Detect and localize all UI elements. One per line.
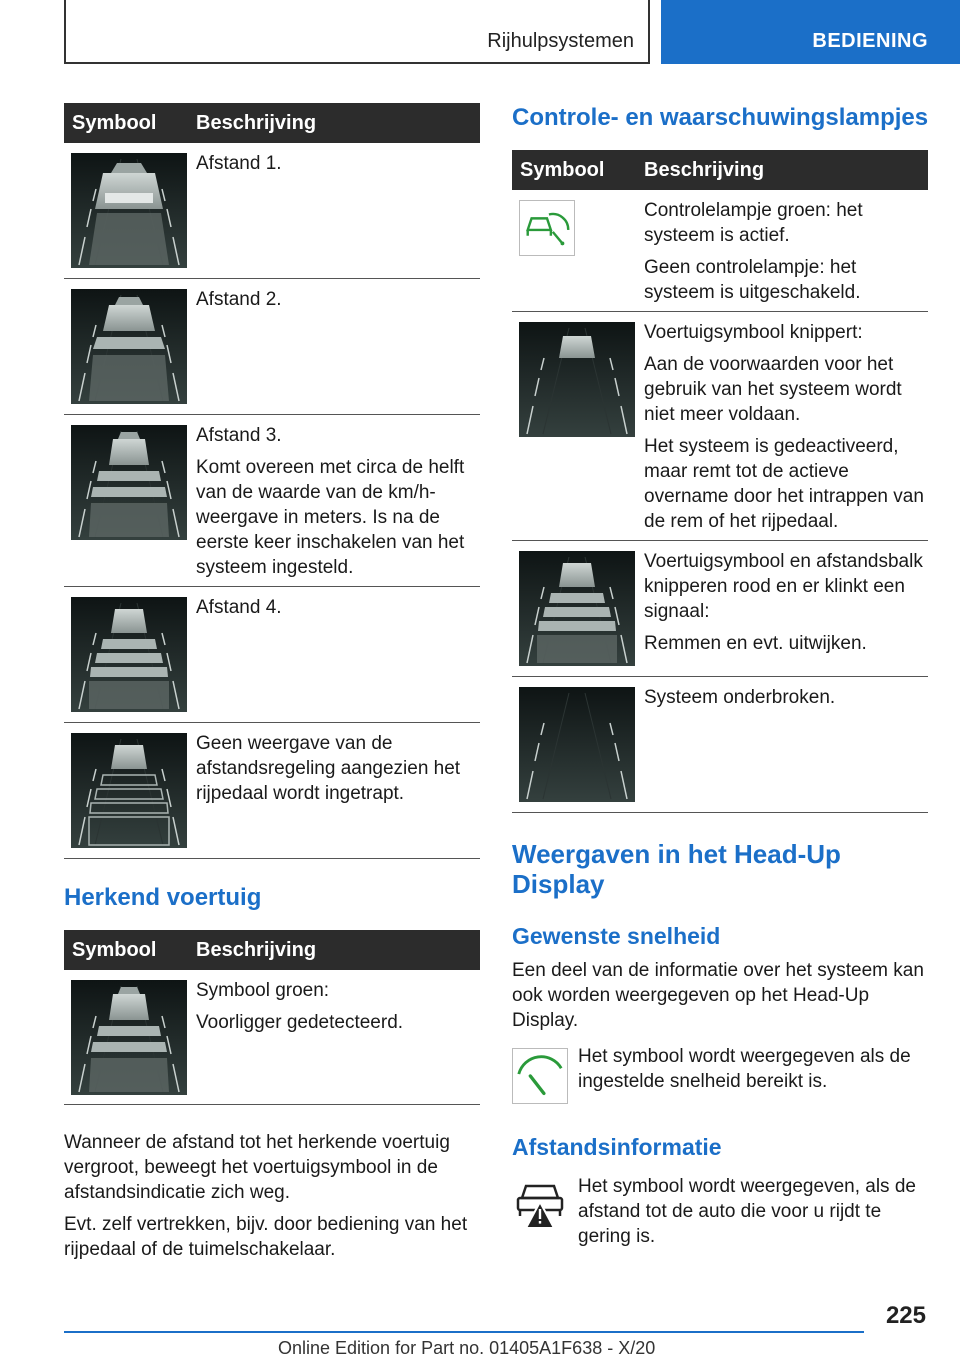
row-description: Systeem onderbroken. [644,687,836,708]
distance-3-icon [71,425,187,540]
section-herkend-title: Herkend voertuig [64,884,262,911]
page-number: 225 [885,1302,926,1329]
snelheid-text: Een deel van de informatie over het systeem kan ook worden weergegeven op het Head-Up Display. [512,960,924,1031]
section-afstand-title: Afstandsinformatie [512,1134,722,1160]
cruise-control-icon [519,200,575,256]
afstand-icon-text: Het symbool wordt weergegeven, als de afstand tot de auto die voor u rijdt te gering is. [578,1176,916,1247]
row-description: Symbool groen: Voorligger gedetecteerd. [196,980,404,1033]
section-snelheid-title: Gewenste snelheid [512,923,721,949]
row-description: Geen weergave van de afstandsregeling aangezien het rijpedaal wordt ingetrapt. [196,733,461,804]
table-header [64,103,480,143]
row-description: Voertuigsymbool en afstandsbalk knipperen rood en er klinkt een signaal: Remmen en evt. uitwijken. [644,551,923,654]
table-row [64,143,480,279]
section-tab [661,0,960,64]
col-description: Beschrijving [196,112,317,134]
footer-divider [64,1331,864,1333]
snelheid-icon-text: Het symbool wordt weergegeven als de ingestelde snelheid bereikt is. [578,1046,911,1092]
header-box [64,0,650,64]
table-header [512,150,928,190]
distance-table [64,103,480,859]
vehicle-detected-icon [71,980,187,1095]
col-description: Beschrijving [196,939,317,961]
section-hud-title: Weergaven in het Head-Up Display [512,839,841,899]
table-row [512,677,928,813]
distance-2-icon [71,289,187,404]
table-row [512,541,928,677]
distance-1-icon [71,153,187,268]
table-row [64,587,480,723]
vehicle-red-blink-icon [519,551,635,666]
row-description: Controlelampje groen: het systeem is actief. Geen controlelampje: het systeem is uitgeschakeld. [644,200,863,303]
system-interrupted-icon [519,687,635,802]
col-description: Beschrijving [644,159,765,181]
vehicle-detected-table [64,930,480,1105]
row-description: Afstand 2. [196,289,282,310]
row-description: Voertuigsymbool knippert: Aan de voorwaarden voor het gebruik van het systeem wordt niet meer voldaan. Het systeem is gedeactiveerd, maar remt tot de actieve overname door het intrappen van de rem of het rijpedaal. [644,322,924,532]
row-description: Afstand 3. Komt overeen met circa de helft van de waarde van de km/h-weergave in meters. Is na de eerste keer inschakelen van het systeem ingesteld. [196,425,465,578]
warning-lamps-table [512,150,928,813]
table-header [64,930,480,970]
section-title: BEDIENING [812,30,928,52]
col-symbol: Symbool [72,112,157,134]
table-row [64,723,480,859]
row-description: Afstand 4. [196,597,282,618]
table-row [64,970,480,1105]
distance-warning-icon [512,1176,568,1232]
table-row [512,312,928,541]
set-speed-reached-icon [512,1048,568,1104]
vehicle-blink-icon [519,322,635,437]
distance-4-icon [71,597,187,712]
col-symbol: Symbool [72,939,157,961]
chapter-title: Rijhulpsystemen [487,30,634,52]
table-row [64,279,480,415]
edition-text: Online Edition for Part no. 01405A1F638 - X/20 [278,1338,656,1358]
table-row [512,190,928,312]
vehicle-paragraphs: Wanneer de afstand tot het herkende voertuig vergroot, beweegt het voertuigsymbool in de afstandsindicatie zich weg. Evt. zelf vertrekken, bijv. door bediening van het rijpedaal of de tuimelschakelaar. [64,1132,468,1260]
row-description: Afstand 1. [196,153,282,174]
section-controle-title: Controle- en waarschuwingslampjes [512,104,929,131]
table-row [64,415,480,587]
no-distance-icon [71,733,187,848]
col-symbol: Symbool [520,159,605,181]
